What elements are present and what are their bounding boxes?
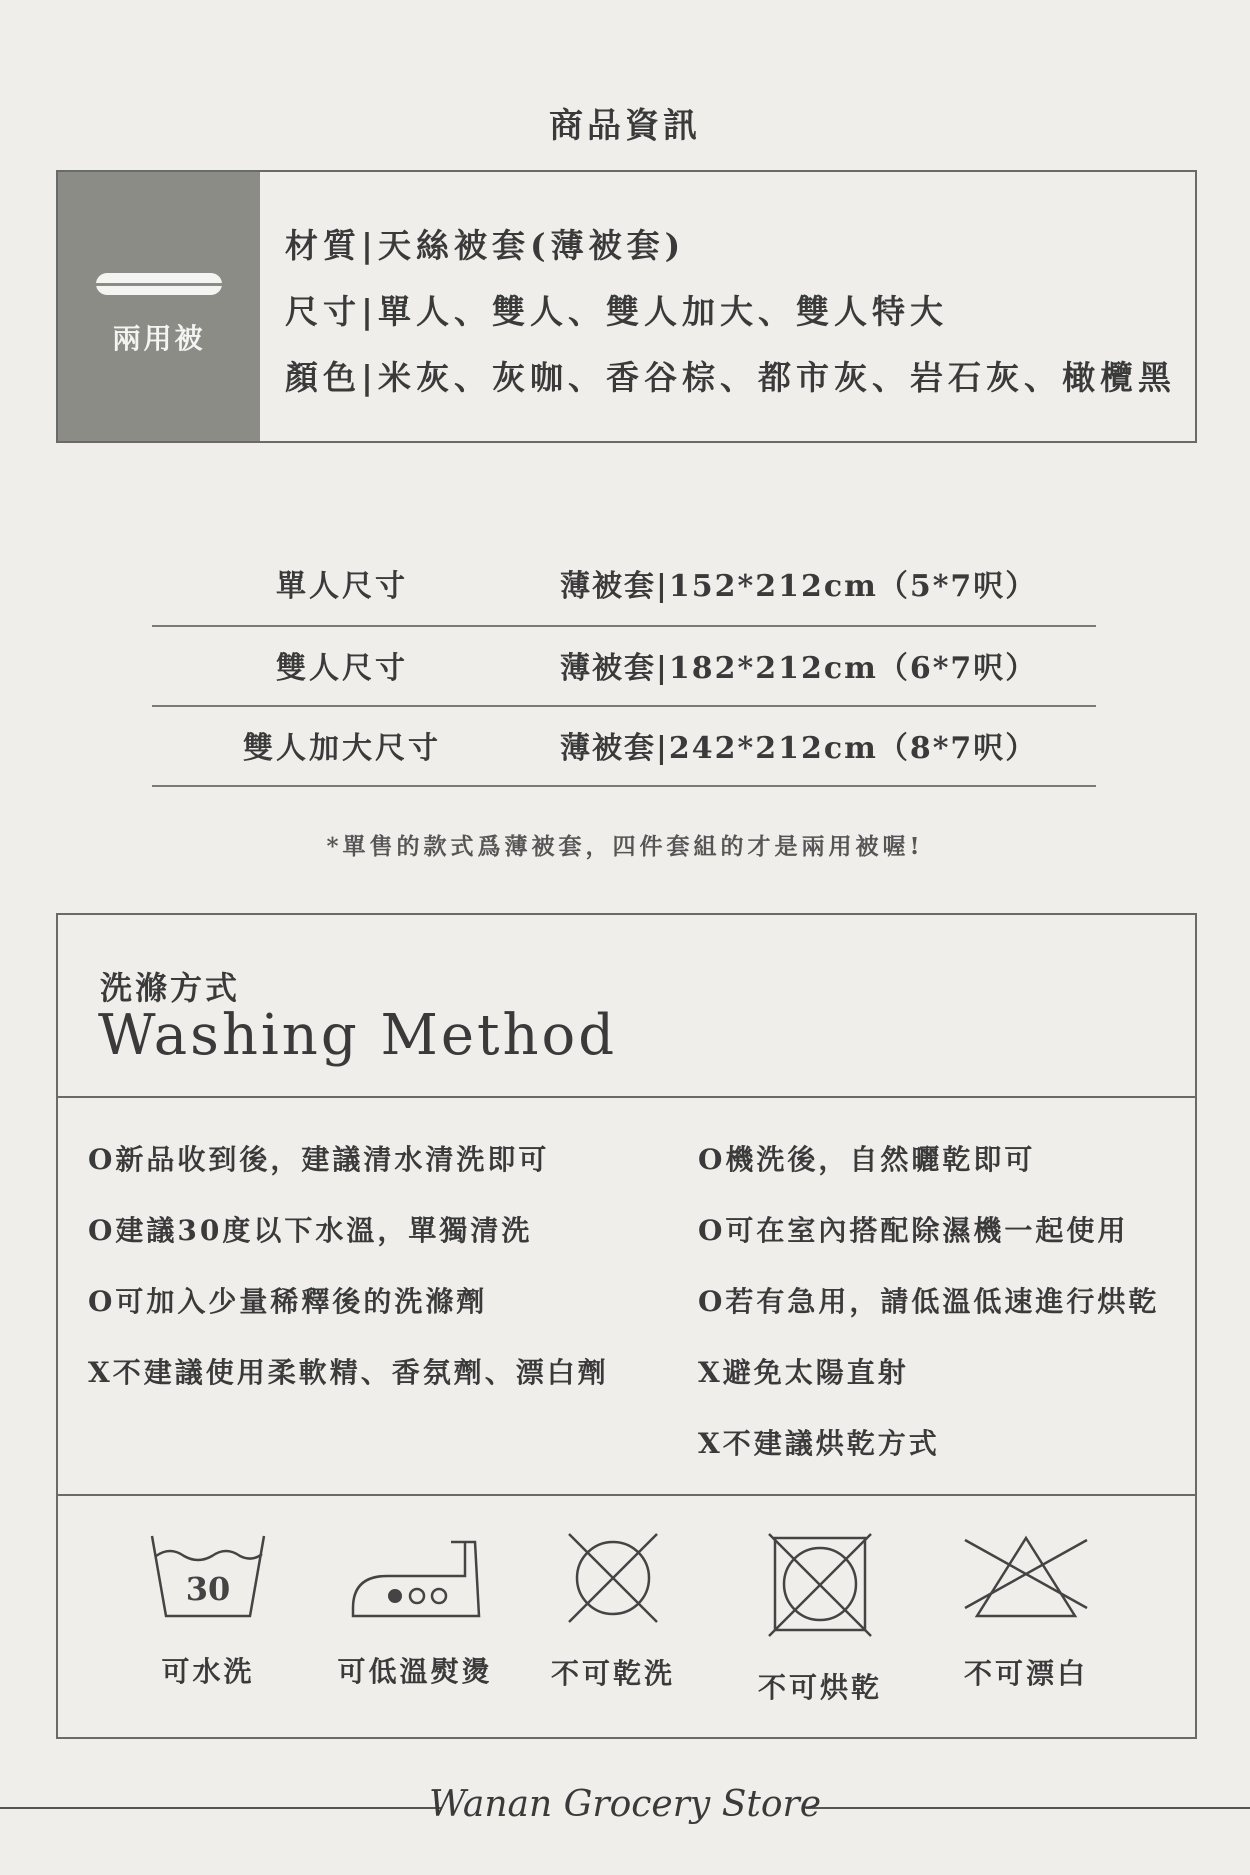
care-label: 不可烘乾 <box>757 1671 882 1704</box>
info-lines <box>260 172 1176 441</box>
rule-item: X避免太陽直射 <box>698 1356 909 1389</box>
size-row <box>152 545 1096 627</box>
no-bleach-icon <box>961 1532 1091 1624</box>
rules-right-column <box>698 1138 1159 1493</box>
badge-label: 兩用被 <box>112 322 206 355</box>
washing-box <box>56 913 1197 1739</box>
color-line: 顏色|米灰、灰咖、香谷棕、都市灰、岩石灰、橄欖黑 <box>285 358 1177 397</box>
page-title: 商品資訊 <box>549 106 701 146</box>
care-item-iron <box>315 1532 515 1690</box>
wash-temp-label: 30 <box>185 1570 231 1608</box>
no-tumble-dry-icon <box>765 1532 875 1638</box>
size-table <box>152 545 1096 787</box>
rule-item: O可加入少量稀釋後的洗滌劑 <box>88 1285 488 1318</box>
care-item-wash <box>108 1532 308 1690</box>
washing-header <box>58 915 1195 1098</box>
care-label: 不可漂白 <box>963 1657 1088 1690</box>
size-value: 薄被套|182*212cm（6*7呎） <box>560 651 1038 686</box>
size-value: 薄被套|242*212cm（8*7呎） <box>560 731 1038 766</box>
care-item-bleach <box>926 1532 1126 1692</box>
info-badge-panel <box>58 172 260 441</box>
care-icons-row <box>58 1496 1195 1739</box>
size-name: 雙人加大尺寸 <box>243 731 441 766</box>
rule-item: O若有急用，請低溫低速進行烘乾 <box>698 1285 1160 1318</box>
product-info-box <box>56 170 1197 443</box>
rules-left-column <box>88 1138 609 1422</box>
low-iron-icon <box>347 1532 483 1622</box>
rule-item: O新品收到後，建議清水清洗即可 <box>88 1143 550 1176</box>
size-line: 尺寸|單人、雙人、雙人加大、雙人特大 <box>285 292 949 331</box>
care-item-tumble <box>720 1532 920 1706</box>
care-label: 可水洗 <box>161 1655 255 1688</box>
rule-item: X不建議烘乾方式 <box>698 1427 940 1460</box>
size-name: 雙人尺寸 <box>276 651 408 686</box>
sale-note: *單售的款式爲薄被套，四件套組的才是兩用被喔! <box>326 833 924 860</box>
care-label: 不可乾洗 <box>550 1657 675 1690</box>
washing-title-en: Washing Method <box>98 1003 618 1068</box>
size-name: 單人尺寸 <box>276 569 408 604</box>
wash-30-icon <box>148 1532 268 1622</box>
quilt-icon <box>96 273 222 295</box>
care-label: 可低溫熨燙 <box>337 1655 493 1688</box>
washing-rules <box>58 1098 1195 1496</box>
rule-item: X不建議使用柔軟精、香氛劑、漂白劑 <box>88 1356 609 1389</box>
size-row <box>152 627 1096 707</box>
rule-item: O機洗後，自然曬乾即可 <box>698 1143 1036 1176</box>
no-dryclean-icon <box>563 1532 663 1624</box>
store-logo-text: Wanan Grocery Store <box>428 1784 822 1825</box>
size-row <box>152 707 1096 787</box>
rule-item: O建議30度以下水溫，單獨清洗 <box>88 1214 533 1247</box>
rule-item: O可在室內搭配除濕機一起使用 <box>698 1214 1129 1247</box>
care-item-dryclean <box>513 1532 713 1692</box>
material-line: 材質|天絲被套(薄被套) <box>285 226 686 265</box>
washing-title-zh: 洗滌方式 <box>100 969 241 1007</box>
size-value: 薄被套|152*212cm（5*7呎） <box>560 569 1038 604</box>
